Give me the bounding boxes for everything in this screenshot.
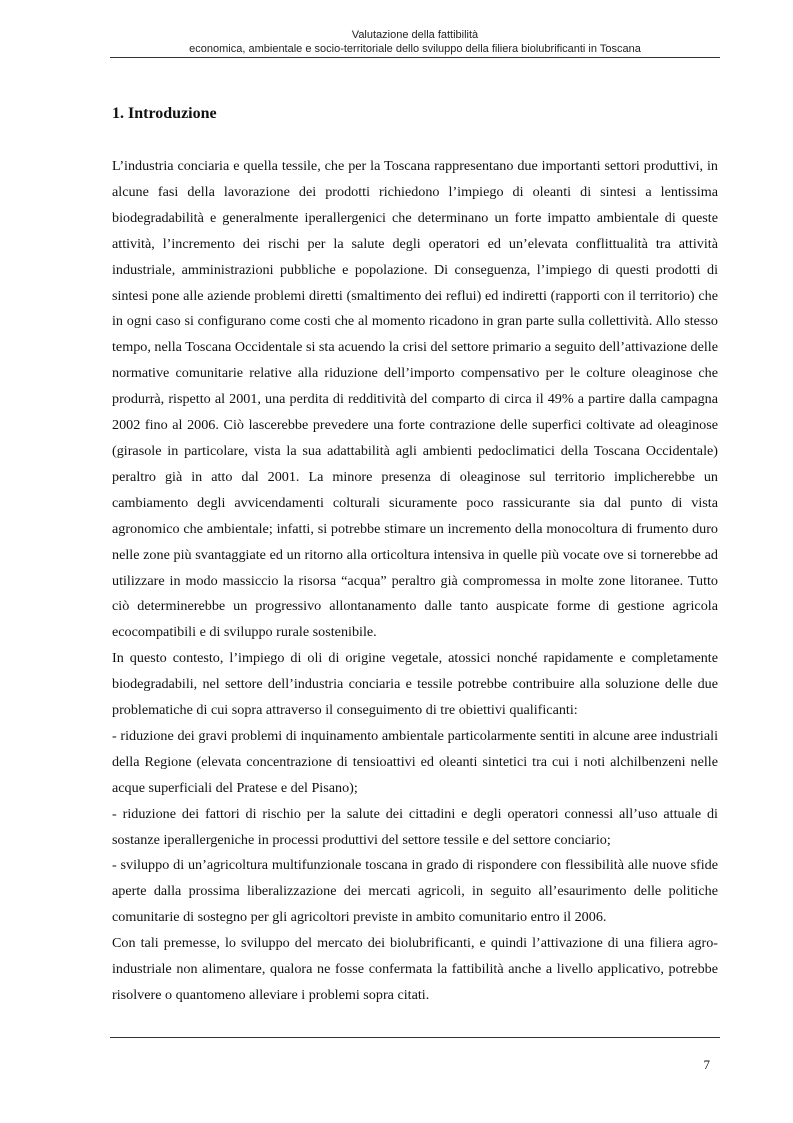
header-title-line-1: Valutazione della fattibilità — [351, 29, 479, 41]
paragraph-conclusion: Con tali premesse, lo sviluppo del mercato dei biolubrificanti, e quindi l’attivazione di una filiera agro-industriale non alimentare, qualora ne fosse confermata la fattibilità anche a livello applicativo, potrebbe risolvere o quantomeno alleviare i problemi sopra citati. — [112, 935, 718, 1003]
body-text — [112, 154, 718, 1009]
list-item-objective-2: - riduzione dei fattori di rischio per la salute dei cittadini e degli operatori connessi all’uso attuale di sostanze iperallergeniche in processi produttivi del settore tessile e del settore conciario; — [112, 805, 718, 848]
list-item-objective-1: - riduzione dei gravi problemi di inquinamento ambientale particolarmente sentiti in alcune aree industriali della Regione (elevata concentrazione di tensioattivi ed oleanti sintetici tra cui i noti alchilbenzeni nelle acque superficiali del Pratese e del Pisano); — [112, 727, 718, 796]
running-header — [110, 28, 720, 56]
paragraph-context: In questo contesto, l’impiego di oli di origine vegetale, atossici nonché rapidamente e completamente biodegradabili, nel settore dell’industria conciaria e tessile potrebbe contribuire alla soluzione delle due problematiche di cui sopra attraverso il conseguimento di tre obiettivi qualificanti: — [112, 650, 718, 719]
header-divider — [110, 57, 720, 58]
page-number: 7 — [703, 1057, 710, 1072]
list-item-objective-3: - sviluppo di un’agricoltura multifunzionale toscana in grado di rispondere con flessibilità alle nuove sfide aperte dalla prossima liberalizzazione dei mercati agricoli, in seguito all’esaurimento delle politiche comunitarie di sostegno per gli agricoltori previste in ambito comunitario entro il 2006. — [112, 857, 718, 926]
footer-divider — [110, 1037, 720, 1038]
paragraph-intro: L’industria conciaria e quella tessile, che per la Toscana rappresentano due importanti settori produttivi, in alcune fasi della lavorazione dei prodotti richiedono l’impiego di oleanti di sintesi a lentissima biodegradabilità e generalmente iperallergenici che determinano un forte impatto ambientale di queste attività, l’incremento dei rischi per la salute degli operatori ed un’elevata conflittualità tra attività industriale, amministrazioni pubbliche e popolazione. Di conseguenza, l’impiego di questi prodotti di sintesi pone alle aziende problemi diretti (smaltimento dei reflui) ed indiretti (rapporti con il territorio) che in ogni caso si configurano come costi che al momento ricadono in gran parte sulla collettività. Allo stesso tempo, nella Toscana Occidentale si sta acuendo la crisi del settore primario a seguito dell’attivazione delle normative comunitarie relative alla riduzione dell’importo compensativo per le colture oleaginose che produrrà, rispetto al 2001, una perdita di redditività del comparto di circa il 49% a partire dalla campagna 2002 fino al 2006. Ciò lascerebbe prevedere una forte contrazione delle superfici coltivate ad oleaginose (girasole in particolare, vista la sua adattabilità agli ambienti pedoclimatici della Toscana Occidentale) peraltro già in atto dal 2001. La minore presenza di oleaginose sul territorio implicherebbe un cambiamento degli avvicendamenti colturali sicuramente poco rassicurante sia dal punto di vista agronomico che ambientale; infatti, si potrebbe stimare un incremento della monocoltura di frumento duro nelle zone più svantaggiate ed un ritorno alla orticoltura intensiva in quelle più vocate ove si tornerebbe ad utilizzare in modo massiccio la risorsa “acqua” peraltro già compromessa in molte zone litoranee. Tutto ciò determinerebbe un progressivo allontanamento dalle tanto auspicate forme di gestione agricola ecocompatibili e di sviluppo rurale sostenibile. — [112, 158, 718, 641]
header-title-line-2: economica, ambientale e socio-territoriale dello sviluppo della filiera biolubrificanti in Toscana — [189, 43, 641, 55]
section-title: 1. Introduzione — [112, 105, 217, 122]
